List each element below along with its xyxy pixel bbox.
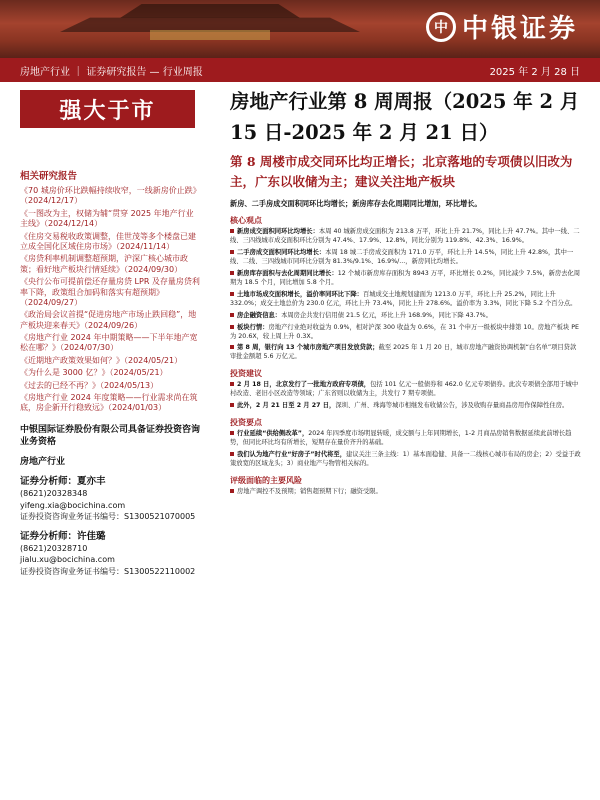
- company-logo: [426, 8, 578, 45]
- bullet-lead: 土地市场成交面积增长，溢价率同环比下降：: [237, 290, 363, 298]
- analyst-name: 证券分析师：夏亦丰: [20, 476, 106, 488]
- related-report-item[interactable]: 《政治局会议首提“促进房地产市场止跌回稳”，地产板块迎来春天》（2024/09/26）: [20, 310, 197, 330]
- bullet-text: 本周房企共发行信用债 21.5 亿元，环比上升 168.9%，同比下降 43.7%。: [281, 311, 492, 319]
- bullet-square-icon: [230, 382, 234, 386]
- related-report-item[interactable]: 《过去的已经不再？》（2024/05/13）: [20, 380, 159, 390]
- lead-summary: 新房、二手房成交面积同环比均增长；新房库存去化周期同比增加，环比增长。: [230, 199, 482, 209]
- bullet-text: 12 个城市新房库存面积为 8943 万平，环比增长 0.2%，同比减少 7.5%，新房去化周期为 18.5 个月，同比增加 5.8 个月。: [230, 269, 581, 286]
- bullet-paragraph: [230, 451, 582, 469]
- related-reports-heading: 相关研究报告: [20, 171, 78, 182]
- bullet-lead: 新房成交面积同环比均增长：: [237, 228, 319, 236]
- bullet-paragraph: [230, 249, 582, 267]
- bullet-text: 本周 40 城新房成交面积为 213.8 万平，环比上升 21.7%，同比上升 47.7%。其中一线、二线、三四线城市成交面积环比分别为 47.4%、17.9%、12.8%，同比分别为 119.8%、42.3%、16.9%。: [230, 228, 580, 245]
- report-sections: [230, 215, 582, 497]
- analyst-cert: 证券投资咨询业务证书编号：S1300521070005: [20, 511, 196, 521]
- bullet-lead: 第 8 周，银行向 13 个城市房地产项目发放贷款；: [237, 344, 379, 352]
- related-report-item[interactable]: 《房贷利率机制调整超预期，沪深广核心城市政策；看好地产板块行情延续》（2024/09/30）: [20, 254, 188, 274]
- bullet-square-icon: [230, 431, 234, 435]
- bullet-square-icon: [230, 403, 234, 407]
- bullet-lead: 此外，2 月 21 日至 2 月 27 日，: [237, 402, 336, 410]
- industry-label: 房地产行业: [20, 457, 66, 468]
- bullet-text: 建议关注三条主线：1）基本面稳健、具备一二线核心城市布局的房企；2）受益于政策放宽的区域龙头；3）商业地产与物管相关标的。: [230, 451, 581, 467]
- related-report-item[interactable]: 《一图改为主，权储为辅“贯穿 2025 年地产行业主线》（2024/12/14）: [20, 208, 194, 229]
- bullet-lead: 2 月 18 日，北京发行了一批地方政府专项债，: [237, 381, 371, 389]
- bullet-paragraph: [230, 344, 582, 362]
- related-report-item[interactable]: 《70 城房价环比跌幅持续收窄，一线新房价止跌》（2024/12/17）: [20, 186, 197, 206]
- bullet-lead: 房企融资信息：: [237, 311, 282, 319]
- bullet-square-icon: [230, 229, 234, 233]
- bullet-square-icon: [230, 452, 234, 456]
- bullet-paragraph: [230, 228, 582, 246]
- bullet-paragraph: [230, 430, 582, 448]
- report-category: 房地产行业 ｜ 证券研究报告 — 行业周报: [20, 66, 203, 78]
- related-report-item[interactable]: 《房地产行业 2024 年度策略——行业需求尚在筑底，房企新开行稳致远》（2024/01/03）: [20, 393, 198, 413]
- bullet-text: 房地产调控不及预期；销售超预期下行；融资受限。: [237, 487, 382, 495]
- bullet-lead: 二手房成交面积同环比均增长：: [237, 249, 326, 256]
- main-content: [230, 86, 582, 500]
- bullet-text: 深圳、广州、珠海等城市相继发布收储公告，涉及收购存量商品房用作保障性住房。: [335, 402, 569, 410]
- analyst-email[interactable]: yifeng.xia@bocichina.com: [20, 500, 126, 510]
- rating-badge: 强大于市: [20, 90, 195, 128]
- related-report-item[interactable]: 《近期地产政策效果如何？》（2024/05/21）: [20, 355, 183, 365]
- related-report-item[interactable]: 《为什么是 3000 亿？》（2024/05/21）: [20, 368, 168, 378]
- related-report-item[interactable]: 《住房交易税收政策调整，佳世茂等多个楼盘已建立成全国化区域住房市场》（2024/11/14）: [20, 231, 196, 251]
- bullet-square-icon: [230, 292, 234, 296]
- palace-roof-decoration: [120, 4, 300, 18]
- bullet-paragraph: [230, 324, 582, 342]
- bullet-text: 百城成交土地规划建面为 1213.0 万平，环比上升 25.2%，同比上升 332.0%；成交土地总价为 230.0 亿元，环比上升 73.4%，同比上升 278.6%。溢价率为 3.3%，同比下降 5.2 个百分点。: [230, 290, 577, 307]
- report-ribbon: [0, 58, 600, 82]
- institution-name: 中银国际证券股份有限公司具备证券投资咨询业务资格: [20, 424, 201, 447]
- section-heading: 投资建议: [230, 369, 262, 379]
- analyst-email[interactable]: jialu.xu@bocichina.com: [20, 555, 115, 565]
- bullet-square-icon: [230, 250, 234, 254]
- bullet-square-icon: [230, 345, 234, 349]
- logo-text: 中银证券: [461, 14, 578, 44]
- analyst-card: [20, 475, 200, 522]
- related-report-item[interactable]: 《房地产行业 2024 年中期策略——下半年地产宽松在哪？》（2024/07/30）: [20, 333, 198, 353]
- analyst-cert: 证券投资咨询业务证书编号：S1300522110002: [20, 566, 196, 576]
- bullet-paragraph: [230, 291, 582, 309]
- sidebar: [20, 86, 200, 800]
- bullet-lead: 我们认为地产行业“好房子”时代将至，: [237, 451, 347, 458]
- report-subtitle: 第 8 周楼市成交同环比均正增长；北京落地的专项债以旧改为主，广东以收储为主；建议关注地产板块: [230, 154, 573, 189]
- analyst-phone: (8621)20328348: [20, 489, 88, 499]
- analyst-phone: (8621)20328710: [20, 544, 88, 554]
- bullet-paragraph: [230, 488, 582, 497]
- bullet-square-icon: [230, 489, 234, 493]
- bullet-text: 房地产行业绝对收益为 0.9%，相对沪深 300 收益为 0.6%，在 31 个申万一级板块中排第 10。房地产板块 PE 为 20.6X，较上周上升 0.3X。: [230, 323, 579, 340]
- section-heading: 评级面临的主要风险: [230, 475, 302, 485]
- report-title: 房地产行业第 8 周周报（2025 年 2 月 15 日-2025 年 2 月 21 日）: [230, 90, 580, 145]
- analyst-card: [20, 530, 200, 577]
- boc-logo-icon: 中: [426, 12, 456, 42]
- bullet-square-icon: [230, 325, 234, 329]
- analyst-name: 证券分析师：许佳璐: [20, 530, 106, 542]
- analyst-list: [20, 475, 200, 577]
- bullet-lead: 板块行情：: [237, 323, 269, 331]
- bullet-text: 2024 年四季度市场明显转暖，成交额与上年同期增长，1-2 月商品房销售数据延续此前增长趋势，但同比环比均有所增长，短期存在量价齐升的基础。: [230, 430, 572, 447]
- bullet-square-icon: [230, 271, 234, 275]
- bullet-square-icon: [230, 313, 234, 317]
- related-reports-list: [20, 186, 200, 414]
- bullet-paragraph: [230, 402, 582, 411]
- bullet-text: 包括 101 亿元一般债券和 462.0 亿元专项债券。此次专项债全部用于城中村改造、老旧小区改造等领域；广东省则以收储为主，共发行 7 期专项债。: [230, 381, 579, 398]
- related-report-item[interactable]: 《央行公布可提前偿还存量房贷 LPR 及存量房贷利率下降，政策组合加码和落实有超预期》（2024/09/27）: [20, 277, 200, 307]
- bullet-paragraph: [230, 381, 582, 399]
- section-heading: 投资要点: [230, 418, 262, 428]
- bullet-lead: 新房库存面积与去化周期同比增长：: [237, 269, 338, 277]
- section-heading: 核心观点: [230, 216, 262, 226]
- bullet-lead: 行业延续“供给侧改革”，: [237, 430, 309, 438]
- palace-gold-trim: [150, 30, 270, 40]
- bullet-paragraph: [230, 270, 582, 288]
- bullet-paragraph: [230, 312, 582, 321]
- header-banner: [0, 0, 600, 58]
- report-date: 2025 年 2 月 28 日: [489, 66, 580, 78]
- bullet-text: 截至 2025 年 1 月 20 日，城市房地产融资协调机制“白名单”项目贷款审批金额超 5.6 万亿元。: [230, 344, 577, 361]
- bullet-text: 本周 18 城二手房成交面积为 171.0 万平，环比上升 14.5%，同比上升 42.8%，其中一线、二线、三四线城市同环比分别为 81.3%/9.1%、16.9%/...，新房同比均增长。: [230, 249, 574, 265]
